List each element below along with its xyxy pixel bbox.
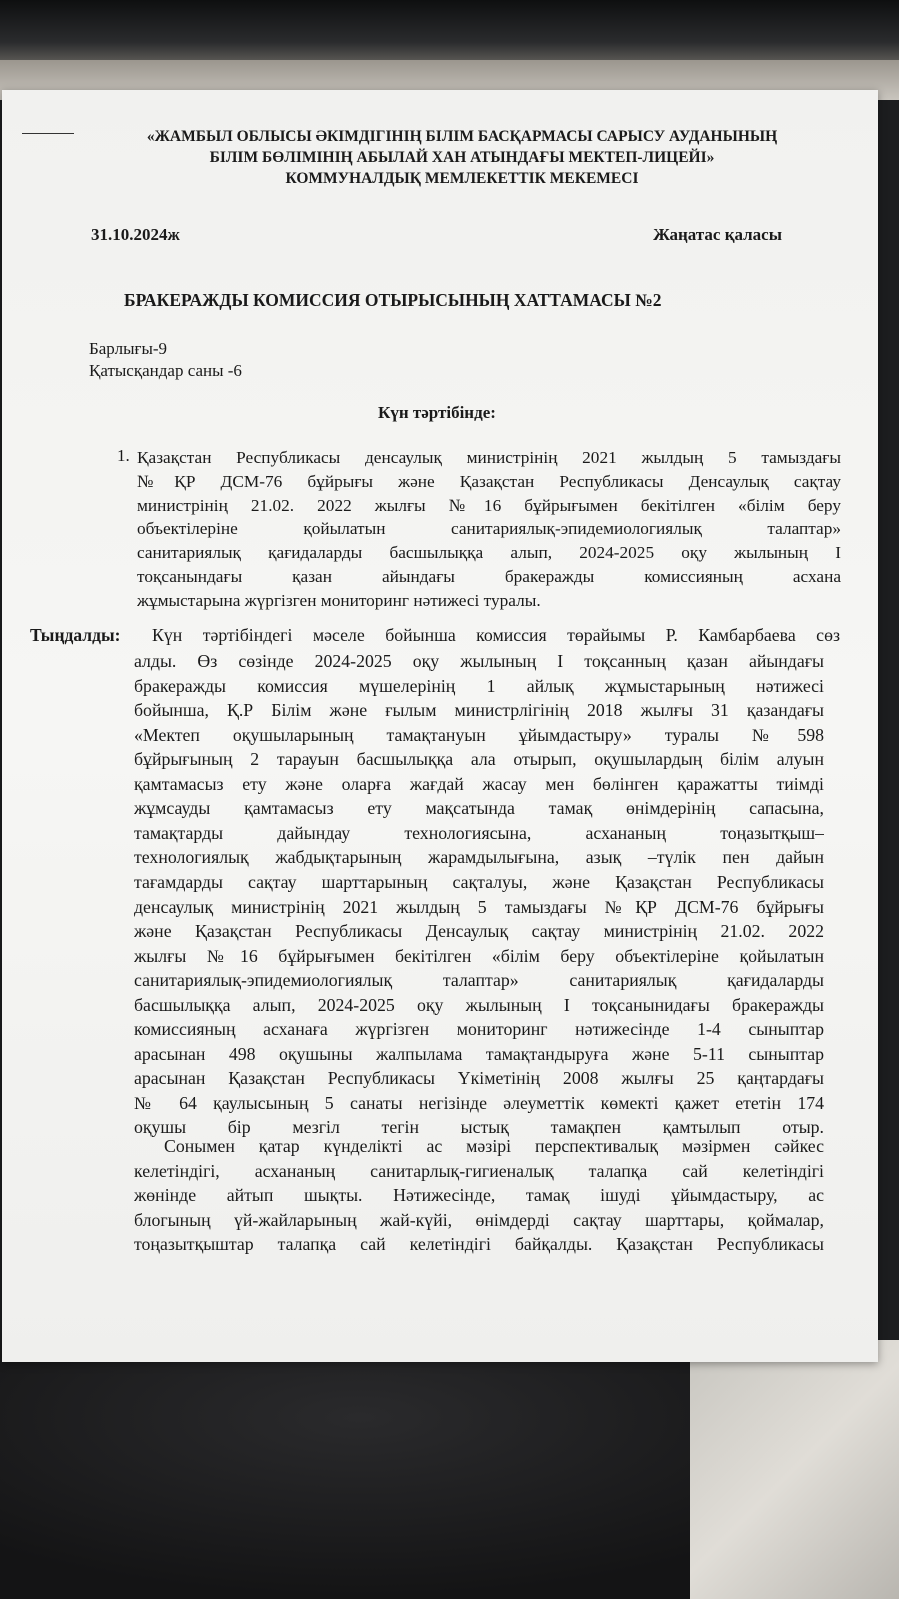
heard-line: арасынан 498 оқушыны жалпылама тамақтандыруға және 5-11 сыныптар: [134, 1043, 824, 1064]
para2-line: Сонымен қатар күнделікті ас мәзірі перспективалық мәзірмен сәйкес: [164, 1136, 824, 1156]
heard-line: санитариялық-эпидемиологиялық талаптар» санитариялық қағидаларды: [134, 970, 824, 991]
header-line-3: КОММУНАЛДЫҚ МЕМЛЕКЕТТІК МЕКЕМЕСІ: [285, 170, 639, 187]
heard-line: комиссияның асханаға жүргізген мониторинг нәтижесінде 1-4 сыныптар: [134, 1019, 824, 1040]
heard-label: Тыңдалды:: [30, 625, 121, 645]
agenda-line: тоқсанындағы қазан айындағы бракеражды комиссияның асхана: [137, 567, 841, 586]
document-page: [2, 90, 878, 1362]
document-title: БРАКЕРАЖДЫ КОМИССИЯ ОТЫРЫСЫНЫҢ ХАТТАМАСЫ №2: [124, 290, 662, 310]
para2-line: келетіндігі, асхананың санитарлық-гигиеналық талапқа сай келетіндігі: [134, 1160, 824, 1181]
agenda-line: санитариялық қағидаларды басшылыққа алып, 2024-2025 оқу жылының І: [137, 543, 841, 563]
agenda-line: №ҚР ДСМ-76 бұйрығы және Қазақстан Республикасы Денсаулық сақтау: [137, 471, 841, 491]
heard-line: басшылыққа алып, 2024-2025 оқу жылының І тоқсанынидағы бракеражды: [134, 994, 824, 1015]
heard-line: жұмсауды қамтамасыз ету мақсатында тамақ өнімдерінің сапасына,: [134, 798, 824, 819]
header-line-1: «ЖАМБЫЛ ОБЛЫСЫ ӘКІМДІГІНІҢ БІЛІМ БАСҚАРМАСЫ САРЫСУ АУДАНЫНЫҢ: [146, 128, 778, 145]
heard-line: тағамдарды сақтау шарттарының сақталуы, және Қазақстан Республикасы: [134, 871, 824, 892]
heard-line: денсаулық министрінің 2021 жылдың 5 тамыздағы №ҚР ДСМ-76 бұйрығы: [134, 896, 824, 917]
agenda-number: 1.: [117, 446, 130, 465]
floor-surface: [690, 1340, 899, 1599]
heard-line: оқушы бір мезгіл тегін ыстық тамақпен қамтылып отыр.: [134, 1117, 824, 1138]
header-line-2: БІЛІМ БӨЛІМІНІҢ АБЫЛАЙ ХАН АТЫНДАҒЫ МЕКТЕП-ЛИЦЕЙІ»: [209, 149, 715, 166]
heard-line: арасынан Қазақстан Республикасы Үкіметінің 2008 жылғы 25 қаңтардағы: [134, 1068, 824, 1089]
para2-line: блогының үй-жайларының жай-күйі, өнімдерді сақтау шарттары, қоймалар,: [134, 1209, 824, 1230]
total-members: Барлығы-9: [89, 339, 168, 358]
heard-line: бұйрығының 2 тарауын басшылыққа ала отырып, оқушылардың білім алуын: [134, 749, 824, 770]
heard-line: және Қазақстан Республикасы Денсаулық сақтау министрінің 21.02. 2022: [134, 921, 824, 942]
heard-line: бракеражды комиссия мүшелерінің 1 айлық жұмыстарының нәтижесі: [134, 675, 824, 696]
heard-line: жылғы №16 бұйрығымен бекітілген «білім беру объектілеріне қойылатын: [134, 945, 824, 966]
para2-line: тоңазытқыштар талапқа сай келетіндігі байқалды. Қазақстан Республикасы: [134, 1234, 824, 1255]
agenda-heading: Күн тәртібінде:: [378, 403, 496, 422]
para2-line: жөнінде айтып шықты. Нәтижесінде, тамақ ішуді ұйымдастыру, ас: [134, 1185, 824, 1206]
present-count: Қатысқандар саны -6: [89, 361, 242, 380]
heard-line: технологиялық жабдықтарының жарамдылығына, азық –түлік пен дайын: [134, 847, 824, 868]
heard-first-line: Күн тәртібіндегі мәселе бойынша комиссия төрайымы Р. Камбарбаева сөз: [152, 625, 840, 645]
heard-line: «Мектеп оқушыларының тамақтануын ұйымдастыру» туралы №598: [134, 724, 824, 745]
heard-line: тамақтарды дайындау технологиясына, асхананың тоңазытқыш–: [134, 822, 824, 843]
heard-line: қамтамасыз ету және оларға жағдай жасау мен бөлінген қаражатты тиімді: [134, 773, 824, 794]
heard-line: № 64 қаулысының 5 санаты негізінде әлеуметтік көмекті қажет ететін 174: [134, 1092, 824, 1113]
document-date: 31.10.2024ж: [91, 225, 180, 244]
heard-line: бойынша, Қ.Р Білім және ғылым министрлігінің 2018 жылғы 31 қазандағы: [134, 700, 824, 721]
agenda-line: Қазақстан Республикасы денсаулық министрінің 2021 жылдың 5 тамыздағы: [137, 448, 841, 467]
agenda-line: министрінің 21.02. 2022 жылғы №16 бұйрығымен бекітілген «білім беру: [137, 495, 841, 515]
document-city: Жаңатас қаласы: [653, 225, 782, 244]
heard-line: алды. Өз сөзінде 2024-2025 оқу жылының І тоқсанның қазан айындағы: [134, 651, 824, 671]
agenda-line: жұмыстарына жүргізген мониторинг нәтижесі туралы.: [137, 590, 541, 610]
agenda-line: объектілеріне қойылатын санитариялық-эпидемиологиялық талаптар»: [137, 519, 841, 539]
